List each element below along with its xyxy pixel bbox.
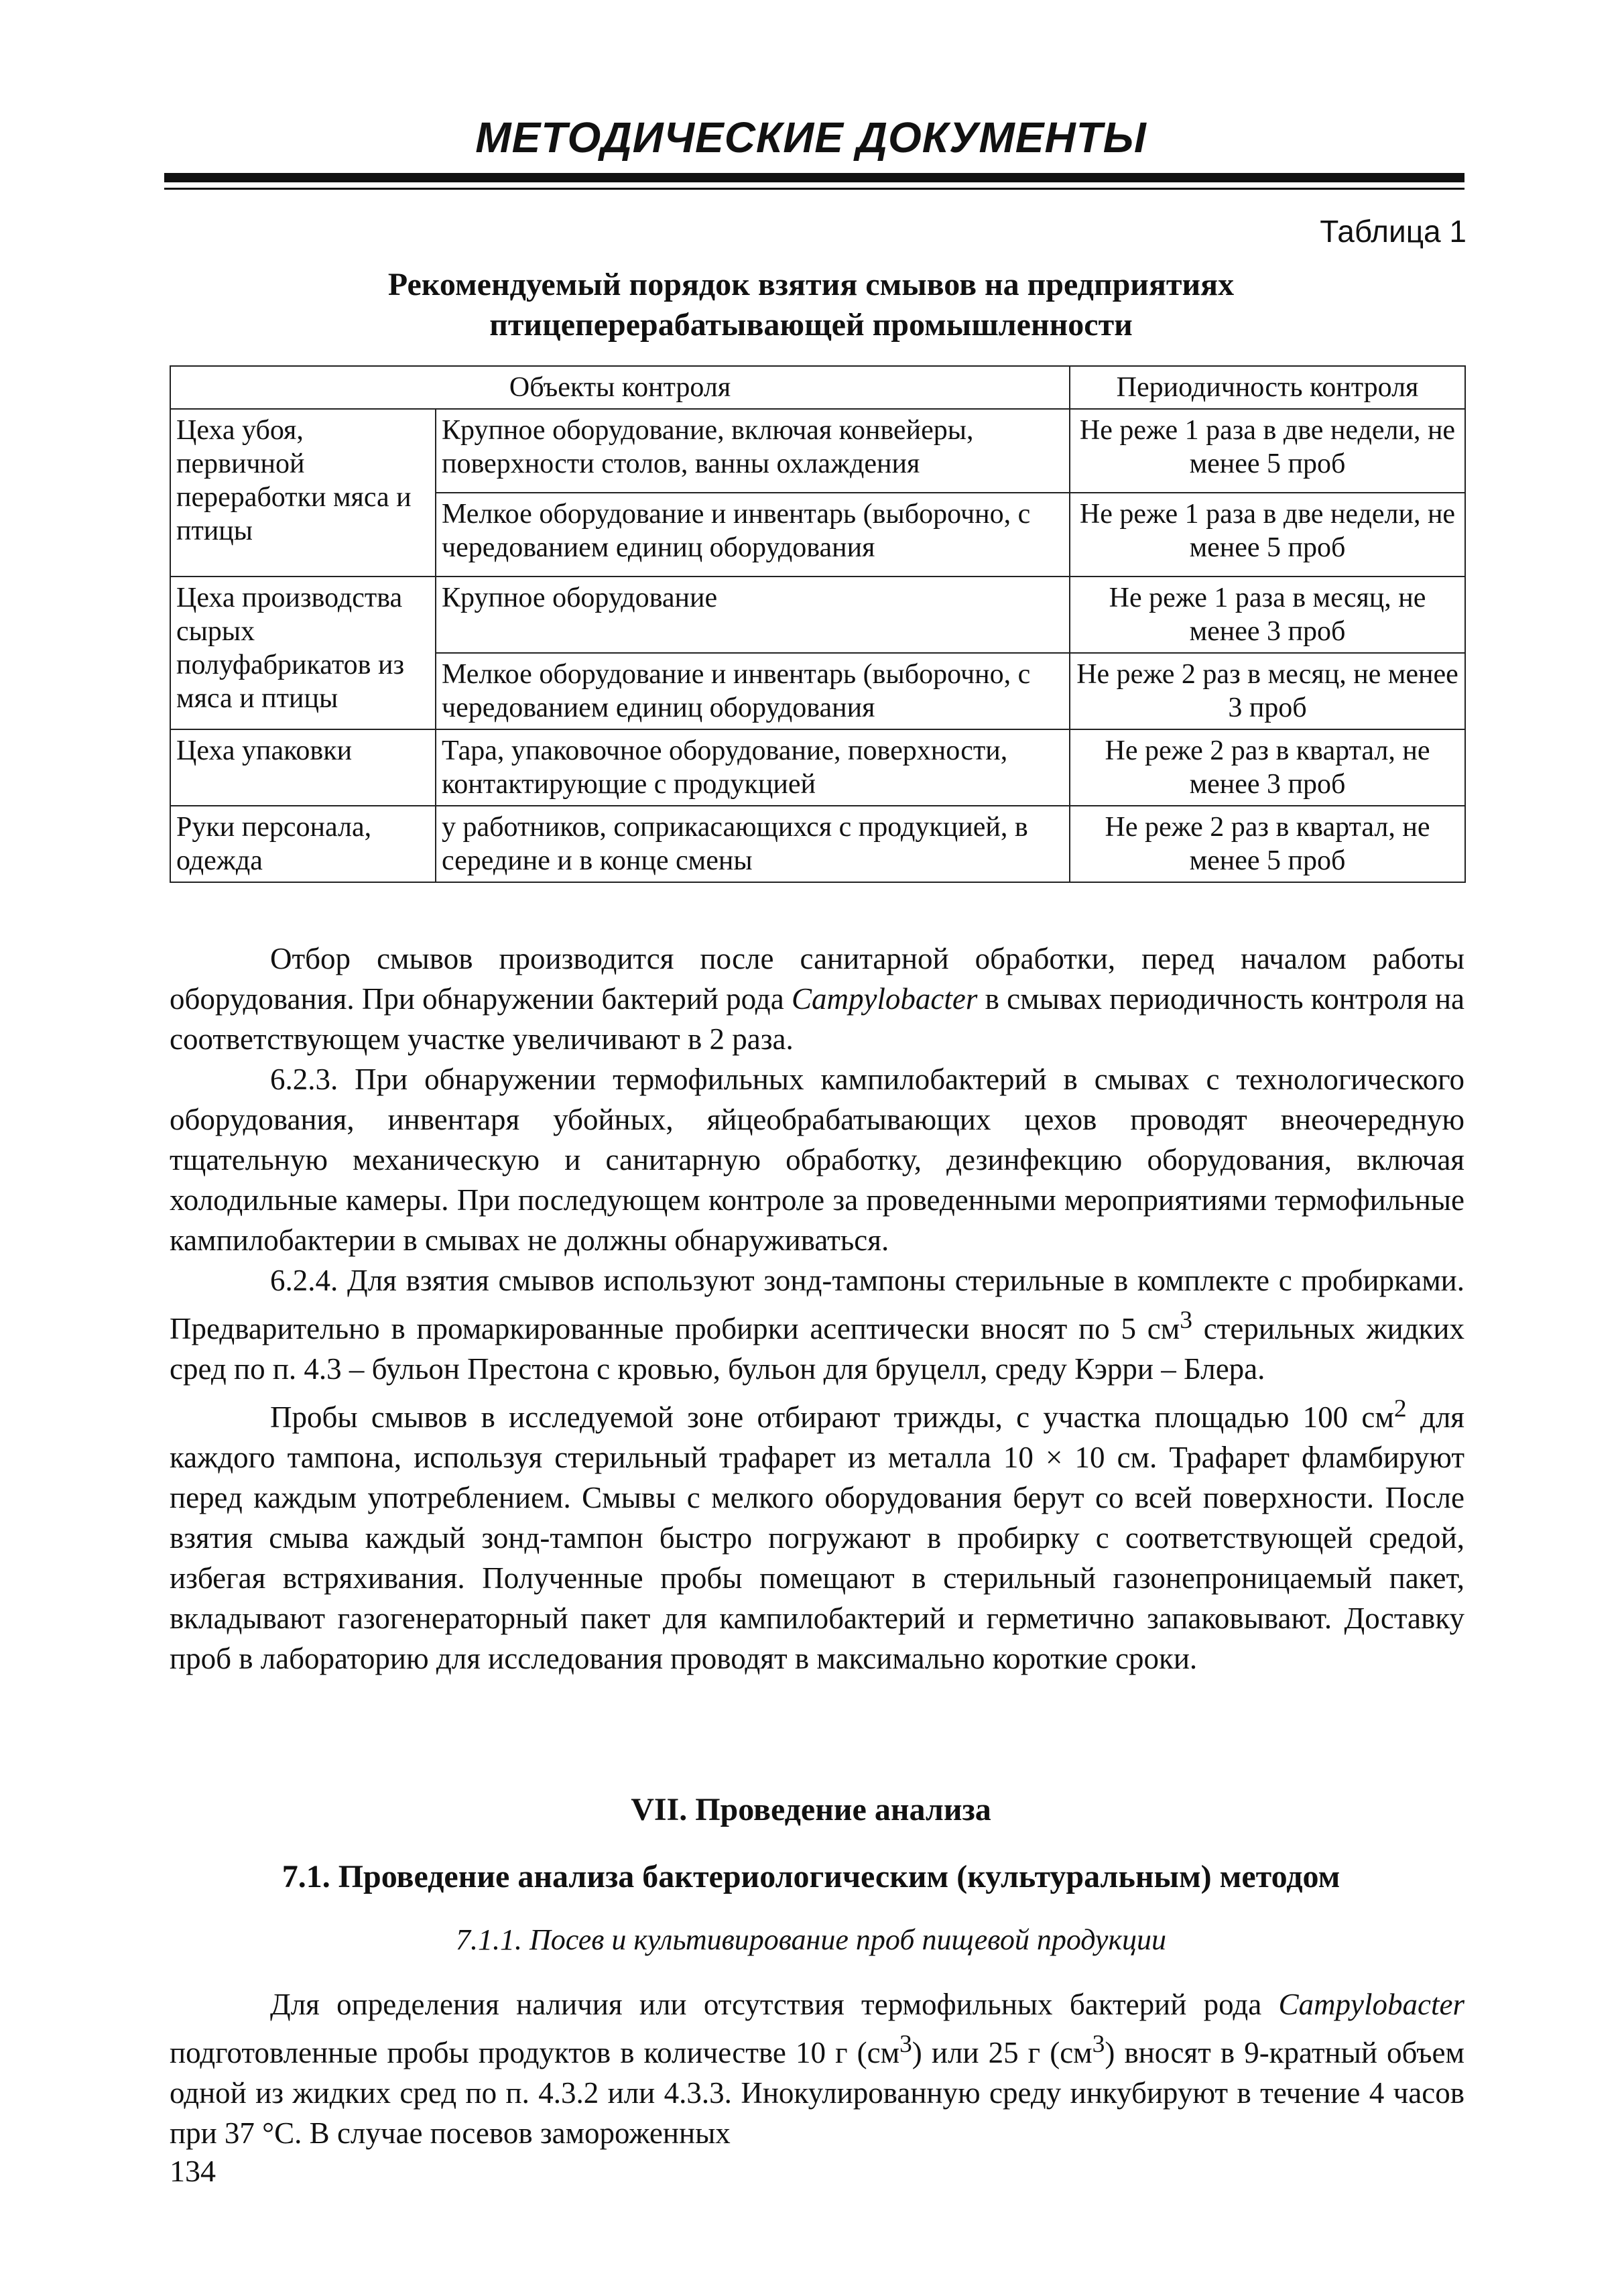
table-object-cell: Крупное оборудование, включая конвейеры, поверхности столов, ванны охлаждения bbox=[436, 409, 1070, 493]
header-rule-thin bbox=[164, 188, 1464, 190]
text-run: Пробы смывов в исследуемой зоне отбирают трижды, с участка площадью 100 см bbox=[270, 1400, 1394, 1434]
genus-name: Campylobacter bbox=[1278, 1988, 1464, 2021]
text-run: подготовленные пробы продуктов в количестве 10 г (см bbox=[170, 2036, 900, 2069]
table-header-cell: Периодичность контроля bbox=[1070, 366, 1465, 409]
body-text-block-2 bbox=[170, 1984, 1464, 2153]
table-row bbox=[170, 729, 1465, 806]
superscript: 3 bbox=[1092, 2031, 1105, 2058]
page-number: 134 bbox=[170, 2154, 216, 2188]
sampling-table bbox=[170, 365, 1466, 883]
paragraph bbox=[170, 1260, 1464, 1389]
table-header-row bbox=[170, 366, 1465, 409]
paragraph: 6.2.3. При обнаружении термофильных кампилобактерий в смывах с технологического оборудования, инвентаря убойных, яйцеобрабатывающих цехов проводят внеочередную тщательную механическую и санитарную обработку, дезинфекцию оборудования, включая холодильные камеры. При последующем контроле за проведенными мероприятиями термофильные кампилобактерии в смывах не должны обнаруживаться. bbox=[170, 1063, 1464, 1257]
text-run: ) вносят в 9-кратный объем одной из жидких сред по п. 4.3.2 или 4.3.3. Инокулированную среду инкубируют в течение 4 часов при 37 °С. В случае посевов замороженных bbox=[170, 2036, 1464, 2150]
superscript: 3 bbox=[1180, 1307, 1192, 1334]
text-run: в смывах периодичность контроля на соответствующем участке увеличивают в 2 раза. bbox=[170, 982, 1465, 1056]
subsection-heading: 7.1. Проведение анализа бактериологическим (культуральным) методом bbox=[282, 1859, 1340, 1894]
subsubsection-heading: 7.1.1. Посев и культивирование проб пищевой продукции bbox=[455, 1923, 1167, 1956]
table-row bbox=[170, 577, 1465, 653]
table-period-cell: Не реже 2 раз в квартал, не менее 3 проб bbox=[1070, 729, 1465, 806]
table-object-cell: Мелкое оборудование и инвентарь (выборочно, с чередованием единиц оборудования bbox=[436, 653, 1070, 729]
superscript: 3 bbox=[899, 2031, 912, 2058]
table-title-line: Рекомендуемый порядок взятия смывов на предприятиях bbox=[387, 267, 1235, 302]
table-period-cell: Не реже 2 раз в месяц, не менее 3 проб bbox=[1070, 653, 1465, 729]
genus-name: Campylobacter bbox=[791, 982, 978, 1016]
table-object-cell: у работников, соприкасающихся с продукцией, в середине и в конце смены bbox=[436, 806, 1070, 882]
text-run: Для определения наличия или отсутствия термофильных бактерий рода bbox=[270, 1988, 1279, 2021]
table-group-cell: Цеха упаковки bbox=[170, 729, 436, 806]
paragraph bbox=[170, 1984, 1464, 2153]
table-title bbox=[0, 265, 1622, 345]
table-object-cell: Тара, упаковочное оборудование, поверхности, контактирующие с продукцией bbox=[436, 729, 1070, 806]
superscript: 2 bbox=[1393, 1395, 1407, 1423]
table-period-cell: Не реже 2 раз в квартал, не менее 5 проб bbox=[1070, 806, 1465, 882]
table-object-cell: Крупное оборудование bbox=[436, 577, 1070, 653]
table-group-cell: Цеха убоя, первичной переработки мяса и птицы bbox=[170, 409, 436, 577]
text-run: для каждого тампона, используя стерильный трафарет из металла 10 × 10 см. Трафарет фламбируют перед каждым употреблением. Смывы с мелкого оборудования берут со всей поверхности. После взятия смыва каждый зонд-тампон быстро погружают в пробирку с соответствующей средой, избегая встряхивания. Полученные пробы помещают в стерильный газонепроницаемый пакет, вкладывают газогенераторный пакет для кампилобактерий и герметично запаковывают. Доставку проб в лабораторию для исследования проводят в максимально короткие сроки. bbox=[170, 1400, 1464, 1675]
table-group-cell: Цеха производства сырых полуфабрикатов из мяса и птицы bbox=[170, 577, 436, 729]
header-rule-thick bbox=[164, 173, 1464, 182]
table-row bbox=[170, 806, 1465, 882]
paragraph bbox=[170, 939, 1464, 1059]
table-title-line: птицеперерабатывающей промышленности bbox=[489, 307, 1133, 343]
table-period-cell: Не реже 1 раза в две недели, не менее 5 проб bbox=[1070, 493, 1465, 577]
table-period-cell: Не реже 1 раза в две недели, не менее 5 проб bbox=[1070, 409, 1465, 493]
table-row bbox=[170, 409, 1465, 493]
table-header-cell: Объекты контроля bbox=[170, 366, 1070, 409]
text-run: Отбор смывов производится после санитарной обработки, перед началом работы оборудования. При обнаружении бактерий рода bbox=[170, 942, 1464, 1016]
section-heading: VII. Проведение анализа bbox=[631, 1792, 991, 1827]
text-run: стерильных жидких сред по п. 4.3 – бульон Престона с кровью, бульон для бруцелл, среду Кэрри – Блера. bbox=[170, 1312, 1464, 1386]
text-run: ) или 25 г (см bbox=[912, 2036, 1093, 2069]
running-header: МЕТОДИЧЕСКИЕ ДОКУМЕНТЫ bbox=[475, 113, 1147, 162]
body-text-block-1 bbox=[170, 939, 1464, 1679]
text-run: 6.2.4. Для взятия смывов используют зонд-тампоны стерильные в комплекте с пробирками. Предварительно в промаркированные пробирки асептически вносят по 5 см bbox=[170, 1264, 1464, 1345]
table-object-cell: Мелкое оборудование и инвентарь (выборочно, с чередованием единиц оборудования bbox=[436, 493, 1070, 577]
table-group-cell: Руки персонала, одежда bbox=[170, 806, 436, 882]
paragraph bbox=[170, 1389, 1464, 1679]
table-label: Таблица 1 bbox=[1320, 214, 1467, 249]
table-period-cell: Не реже 1 раза в месяц, не менее 3 проб bbox=[1070, 577, 1465, 653]
